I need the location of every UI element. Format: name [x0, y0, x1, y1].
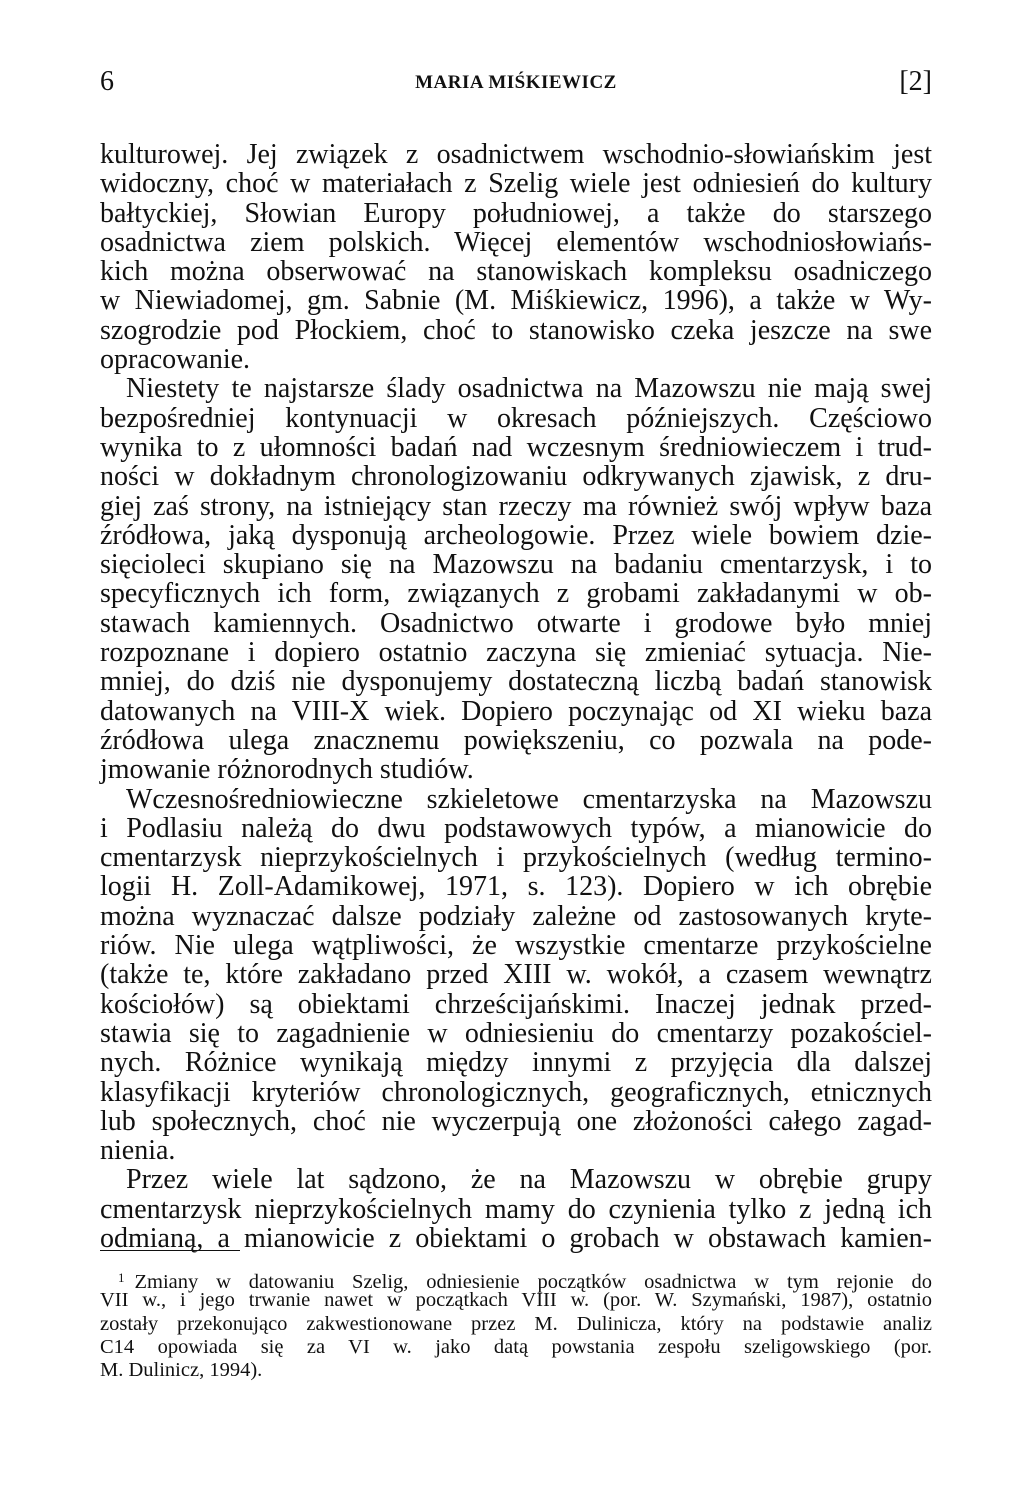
text-line: stawach kamiennych. Osadnictwo otwarte i grodowe było mniej [100, 607, 932, 639]
text-line: riów. Nie ulega wątpliwości, że wszystkie cmentarze przykościelne [100, 930, 932, 962]
text-line: kościołów) są obiektami chrześcijańskimi. Inaczej jednak przed- [100, 988, 932, 1020]
footnote-separator [100, 1250, 240, 1251]
footnote-text: Zmiany w datowaniu Szelig, odniesienie początków osadnictwa w tym rejonie do [134, 1271, 932, 1293]
text-line: sięcioleci skupiano się na Mazowszu na badaniu cmentarzysk, i to [100, 549, 932, 581]
text-line: stawia się to zagadnienie w odniesieniu do cmentarzy pozakościel- [100, 1017, 932, 1049]
text-line: widoczny, choć w materiałach z Szelig wiele jest odniesień do kultury [100, 168, 932, 200]
text-line: nienia. [100, 1135, 176, 1167]
text-line: szogrodzie pod Płockiem, choć to stanowisko czeka jeszcze na swe [100, 314, 932, 346]
text-line: kulturowej. Jej związek z osadnictwem wschodnio-słowiańskim jest [100, 139, 932, 170]
text-line: specyficznych ich form, związanych z grobami zakładanymi w ob- [100, 578, 932, 610]
footnote-text: zostały przekonująco zakwestionowane przez M. Dulinicza, który na podstawie analiz [100, 1312, 932, 1335]
footnote-text: VII w., i jego trwanie nawet w początkach VIII w. (por. W. Szymański, 1987), ostatnio [100, 1289, 932, 1312]
footnote-line [100, 1289, 932, 1312]
body-text [100, 140, 932, 1253]
text-line: wynika to z ułomności badań nad wczesnym średniowieczem i trud- [100, 431, 932, 463]
text-line: (także te, które zakładano przed XIII w. wokół, a czasem wewnątrz [100, 959, 932, 991]
section-reference: [2] [899, 66, 932, 97]
text-line: źródłowa ulega znacznemu powiększeniu, co pozwala na pode- [100, 724, 932, 756]
text-line: datowanych na VIII-X wiek. Dopiero poczynając od XI wieku baza [100, 695, 932, 727]
text-line: można wyznaczać dalsze podziały zależne od zastosowanych kryte- [100, 900, 932, 932]
text-line: mniej, do dziś nie dysponujemy dostateczną liczbą badań stanowisk [100, 666, 932, 698]
footnote-line [100, 1336, 932, 1359]
footnote-line [100, 1266, 932, 1293]
text-line: opracowanie. [100, 344, 251, 376]
text-line: odmianą, a mianowicie z obiektami o grobach w obstawach kamien- [100, 1222, 932, 1254]
text-line: Przez wiele lat sądzono, że na Mazowszu w obrębie grupy [126, 1164, 932, 1196]
text-line: cmentarzysk nieprzykościelnych i przykościelnych (według termino- [100, 842, 932, 874]
running-title-author: MARIA MIŚKIEWICZ [415, 72, 617, 93]
footnote-line [100, 1359, 932, 1382]
text-line: ności w dokładnym chronologizowaniu odkrywanych zjawisk, z dru- [100, 461, 932, 493]
text-line: lub społecznych, choć nie wyczerpują one złożoności całego zagad- [100, 1105, 932, 1137]
text-line: rozpoznane i dopiero ostatnio zaczyna się zmieniać sytuacja. Nie- [100, 637, 932, 669]
text-line: cmentarzysk nieprzykościelnych mamy do czynienia tylko z jedną ich [100, 1193, 932, 1225]
footnote-text: M. Dulinicz, 1994). [100, 1359, 263, 1382]
running-header [100, 66, 932, 106]
text-line: w Niewiadomej, gm. Sabnie (M. Miśkiewicz, 1996), a także w Wy- [100, 285, 932, 317]
footnotes [100, 1266, 932, 1382]
text-line: klasyfikacji kryteriów chronologicznych, geograficznych, etnicznych [100, 1076, 932, 1108]
footnote-text: C14 opowiada się za VI w. jako datą powstania zespołu szeligowskiego (por. [100, 1335, 932, 1358]
page-number: 6 [100, 66, 114, 97]
text-line: bałtyckiej, Słowian Europy południowej, a także do starszego [100, 197, 932, 229]
footnote-marker: 1 [118, 1270, 125, 1285]
text-line: giej zaś strony, na istniejący stan rzeczy ma również swój wpływ baza [100, 490, 932, 522]
footnote-line [100, 1313, 932, 1336]
text-line: źródłowa, jaką dysponują archeologowie. Przez wiele bowiem dzie- [100, 519, 932, 551]
text-line: osadnictwa ziem polskich. Więcej elementów wschodniosłowiańs- [100, 226, 932, 258]
text-line: Niestety te najstarsze ślady osadnictwa na Mazowszu nie mają swej [126, 373, 932, 405]
text-line: kich można obserwować na stanowiskach kompleksu osadniczego [100, 256, 932, 288]
text-line: nych. Różnice wynikają między innymi z przyjęcia dla dalszej [100, 1047, 932, 1079]
text-line: bezpośredniej kontynuacji w okresach późniejszych. Częściowo [100, 402, 932, 434]
text-line: logii H. Zoll-Adamikowej, 1971, s. 123). Dopiero w ich obrębie [100, 871, 932, 903]
text-line: jmowanie różnorodnych studiów. [100, 754, 474, 786]
text-line: i Podlasiu należą do dwu podstawowych typów, a mianowicie do [100, 812, 932, 844]
text-line: Wczesnośredniowieczne szkieletowe cmentarzyska na Mazowszu [126, 783, 932, 815]
